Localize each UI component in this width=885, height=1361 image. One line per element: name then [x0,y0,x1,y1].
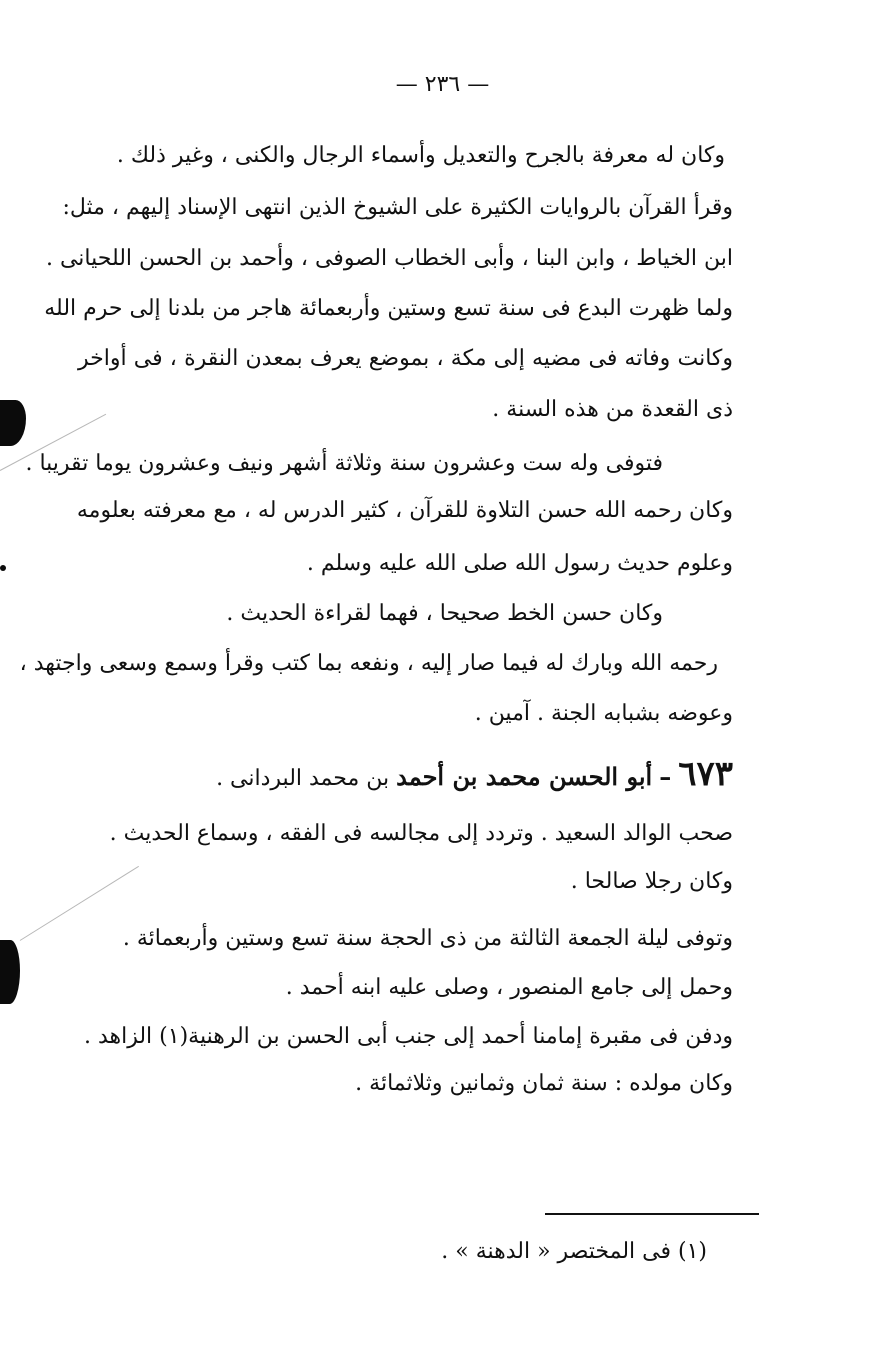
entry-name: أبو الحسن محمد بن أحمد [396,762,653,791]
footnote-rule [545,1213,759,1215]
text-line: صحب الوالد السعيد . وتردد إلى مجالسه فى الفقه ، وسماع الحديث . [109,821,733,846]
scan-blot [0,940,20,1004]
text-line: وتوفى ليلة الجمعة الثالثة من ذى الحجة سنة تسع وستين وأربعمائة . [122,926,733,951]
text-line: وحمل إلى جامع المنصور ، وصلى عليه ابنه أحمد . [285,975,733,1000]
text-line: ذى القعدة من هذه السنة . [492,397,733,422]
entry-name-rest: بن محمد البردانى . [216,766,390,791]
text-line: وكان مولده : سنة ثمان وثمانين وثلاثمائة . [355,1071,733,1096]
entry-heading [216,755,733,798]
text-line: ولما ظهرت البدع فى سنة تسع وستين وأربعمائة هاجر من بلدنا إلى حرم الله [44,296,733,321]
text-line: ابن الخياط ، وابن البنا ، وأبى الخطاب الصوفى ، وأحمد بن الحسن اللحيانى . [45,246,733,271]
text-line: وكان رجلا صالحا . [570,869,733,894]
text-line: وكان حسن الخط صحيحا ، فهما لقراءة الحديث . [226,601,663,626]
text-line: رحمه الله وبارك له فيما صار إليه ، ونفعه بما كتب وقرأ وسمع وسعى واجتهد ، [19,651,718,676]
entry-number: ٦٧٣ [678,754,733,794]
footnote: (١) فى المختصر « الدهنة » . [441,1239,707,1264]
entry-dash: – [659,762,672,791]
page-number: — ٢٣٦ — [395,72,490,97]
text-line: وعلوم حديث رسول الله صلى الله عليه وسلم . [306,551,733,576]
scan-blot [0,400,26,446]
text-line: وكانت وفاته فى مضيه إلى مكة ، بموضع يعرف بمعدن النقرة ، فى أواخر [78,346,733,371]
text-line: فتوفى وله ست وعشرون سنة وثلاثة أشهر ونيف وعشرون يوما تقريبا . [25,451,663,476]
text-line: وكان رحمه الله حسن التلاوة للقرآن ، كثير الدرس له ، مع معرفته بعلومه [76,498,733,523]
text-line: وقرأ القرآن بالروايات الكثيرة على الشيوخ الذين انتهى الإسناد إليهم ، مثل: [62,195,733,220]
text-line: وعوضه بشبابه الجنة . آمين . [474,701,733,726]
text-line: ودفن فى مقبرة إمامنا أحمد إلى جنب أبى الحسن بن الرهنية(١) الزاهد . [83,1024,733,1049]
scan-blot [0,565,6,571]
text-line: وكان له معرفة بالجرح والتعديل وأسماء الرجال والكنى ، وغير ذلك . [116,143,725,168]
paper-crease [20,866,139,941]
